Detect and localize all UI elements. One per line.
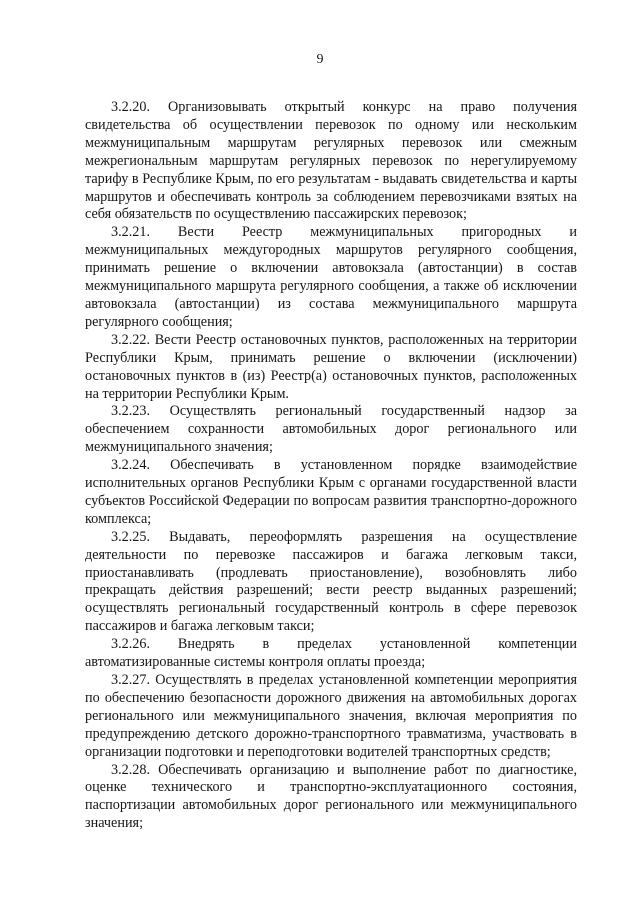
paragraph-3-2-20: 3.2.20. Организовывать открытый конкурс на право получения свидетельства об осуществлении перевозок по одному или нескольким межмуниципальным маршрутам регулярных перевозок или смежным межрегиональным маршрутам регулярных перевозок по нерегулируемому тарифу в Республике Крым, по его результатам - выдавать свидетельства и карты маршрутов и обеспечивать контроль за соблюдением перевозчиками взятых на себя обязательств по осуществлению пассажирских перевозок; bbox=[85, 99, 577, 223]
document-body bbox=[85, 99, 577, 833]
paragraph-3-2-28: 3.2.28. Обеспечивать организацию и выполнение работ по диагностике, оценке технического и транспортно-эксплуатационного состояния, паспортизации автомобильных дорог регионального или межмуниципального значения; bbox=[85, 761, 577, 832]
paragraph-3-2-22: 3.2.22. Вести Реестр остановочных пунктов, расположенных на территории Республики Крым, принимать решение о включении (исключении) остановочных пунктов в (из) Реестр(а) остановочных пунктов, расположенных на территории Республики Крым. bbox=[85, 331, 577, 402]
paragraph-3-2-27: 3.2.27. Осуществлять в пределах установленной компетенции мероприятия по обеспечению безопасности дорожного движения на автомобильных дорогах регионального или межмуниципального значения, включая мероприятия по предупреждению детского дорожно-транспортного травматизма, участвовать в организации подготовки и переподготовки водителей транспортных средств; bbox=[85, 672, 577, 760]
paragraph-3-2-24: 3.2.24. Обеспечивать в установленном порядке взаимодействие исполнительных органов Республики Крым с органами государственной власти субъектов Российской Федерации по вопросам развития транспортно-дорожного комплекса; bbox=[85, 457, 577, 527]
paragraph-3-2-23: 3.2.23. Осуществлять региональный государственный надзор за обеспечением сохранности автомобильных дорог регионального или межмуниципального значения; bbox=[85, 403, 577, 456]
paragraph-3-2-26: 3.2.26. Внедрять в пределах установленной компетенции автоматизированные системы контроля оплаты проезда; bbox=[85, 636, 577, 671]
paragraph-3-2-21: 3.2.21. Вести Реестр межмуниципальных пригородных и межмуниципальных междугородных маршрутов регулярного сообщения, принимать решение о включении автовокзала (автостанции) в состав межмуниципального маршрута регулярного сообщения, а также об исключении автовокзала (автостанции) из состава межмуниципального маршрута регулярного сообщения; bbox=[85, 224, 577, 330]
paragraph-3-2-25: 3.2.25. Выдавать, переоформлять разрешения на осуществление деятельности по перевозке пассажиров и багажа легковым такси, приостанавливать (продлевать приостановление), возобновлять либо прекращать действия разрешений; вести реестр выданных разрешений; осуществлять региональный государственный контроль в сфере перевозок пассажиров и багажа легковым такси; bbox=[85, 528, 577, 635]
page-number: 9 bbox=[316, 52, 324, 67]
